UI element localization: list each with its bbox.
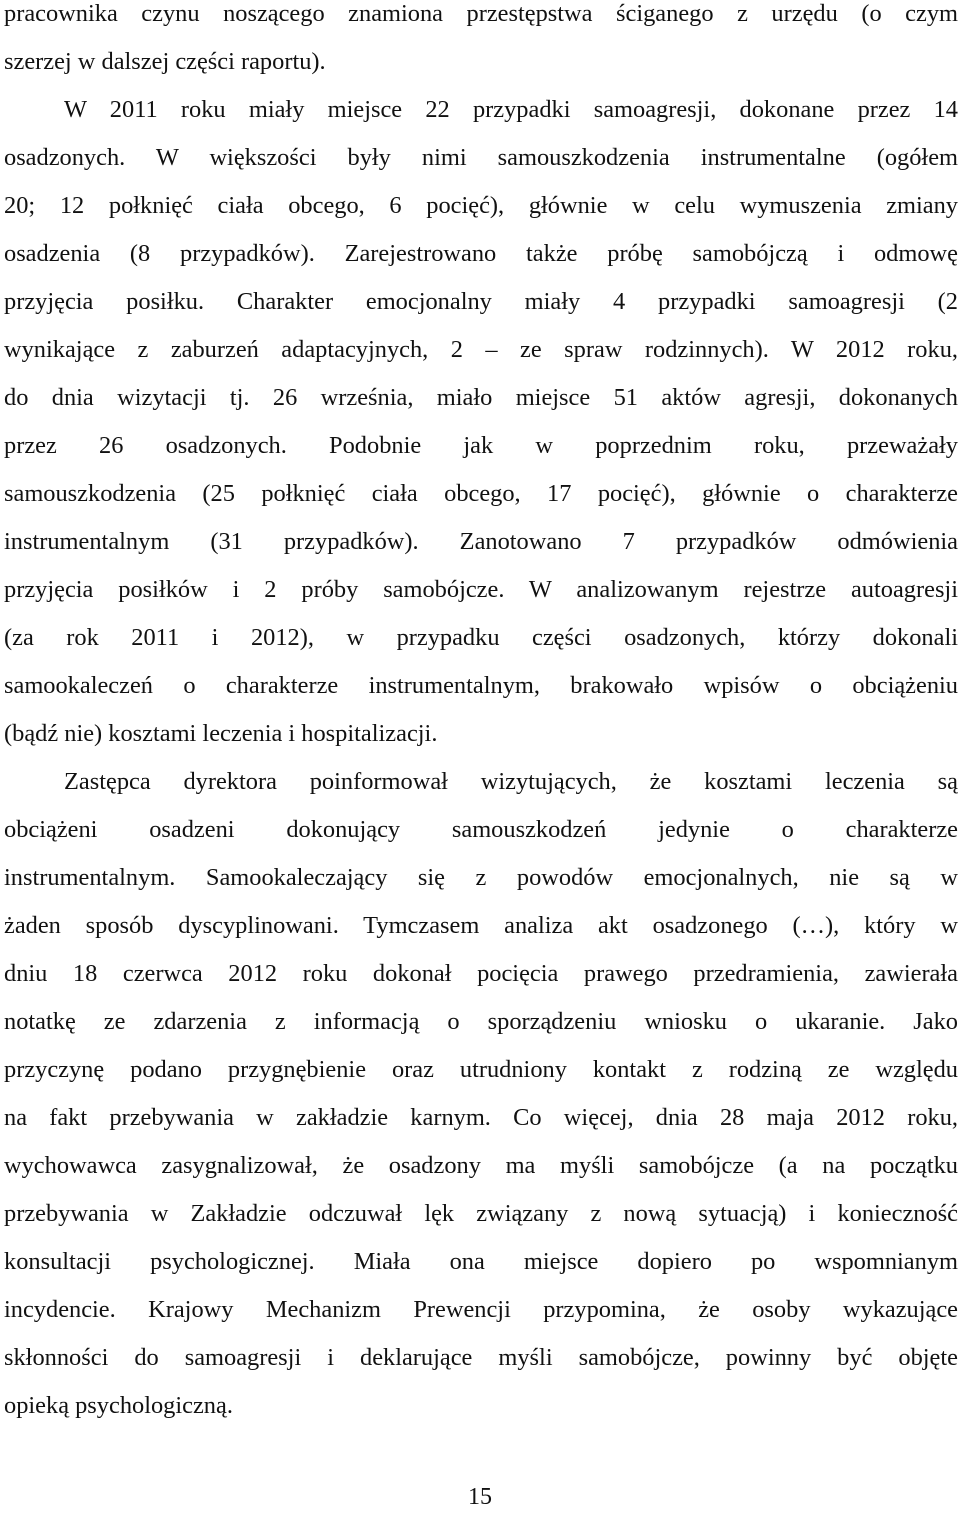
text-line: szerzej w dalszej części raportu). (4, 48, 326, 75)
text-line: opieką psychologiczną. (4, 1392, 233, 1419)
text-line: (bądź nie) kosztami leczenia i hospitalizacji. (4, 720, 438, 747)
text-line: Zastępca dyrektora poinformował wizytujących, że kosztami leczenia są (64, 768, 958, 795)
text-line: wynikające z zaburzeń adaptacyjnych, 2 – ze spraw rodzinnych). W 2012 roku, (4, 336, 958, 363)
text-line: konsultacji psychologicznej. Miała ona miejsce dopiero po wspomnianym (4, 1248, 958, 1275)
text-line: przyjęcia posiłków i 2 próby samobójcze. W analizowanym rejestrze autoagresji (4, 576, 958, 603)
text-line: dniu 18 czerwca 2012 roku dokonał pocięcia prawego przedramienia, zawierała (4, 960, 958, 987)
text-line: skłonności do samoagresji i deklarujące myśli samobójcze, powinny być objęte (4, 1344, 958, 1371)
text-line: W 2011 roku miały miejsce 22 przypadki samoagresji, dokonane przez 14 (64, 96, 958, 123)
text-line: obciążeni osadzeni dokonujący samouszkodzeń jedynie o charakterze (4, 816, 958, 843)
text-line: instrumentalnym (31 przypadków). Zanotowano 7 przypadków odmówienia (4, 528, 958, 555)
text-line: (za rok 2011 i 2012), w przypadku części osadzonych, którzy dokonali (4, 624, 958, 651)
text-line: instrumentalnym. Samookaleczający się z powodów emocjonalnych, nie są w (4, 864, 958, 891)
text-line: osadzonych. W większości były nimi samouszkodzenia instrumentalne (ogółem (4, 144, 958, 171)
text-line: przyjęcia posiłku. Charakter emocjonalny miały 4 przypadki samoagresji (2 (4, 288, 958, 315)
text-line: notatkę ze zdarzenia z informacją o sporządzeniu wniosku o ukaranie. Jako (4, 1008, 958, 1035)
page-number: 15 (468, 1484, 492, 1510)
text-line: 20; 12 połknięć ciała obcego, 6 pocięć), głównie w celu wymuszenia zmiany (4, 192, 958, 219)
text-line: żaden sposób dyscyplinowani. Tymczasem analiza akt osadzonego (…), który w (4, 912, 958, 939)
text-line: przebywania w Zakładzie odczuwał lęk związany z nową sytuacją) i konieczność (4, 1200, 958, 1227)
text-line: przez 26 osadzonych. Podobnie jak w poprzednim roku, przeważały (4, 432, 958, 459)
text-line: incydencie. Krajowy Mechanizm Prewencji przypomina, że osoby wykazujące (4, 1296, 958, 1323)
text-line: samookaleczeń o charakterze instrumentalnym, brakowało wpisów o obciążeniu (4, 672, 958, 699)
text-line: wychowawca zasygnalizował, że osadzony ma myśli samobójcze (a na początku (4, 1152, 958, 1179)
text-line: pracownika czynu noszącego znamiona przestępstwa ściganego z urzędu (o czym (4, 0, 958, 27)
text-line: samouszkodzenia (25 połknięć ciała obcego, 17 pocięć), głównie o charakterze (4, 480, 958, 507)
text-line: na fakt przebywania w zakładzie karnym. Co więcej, dnia 28 maja 2012 roku, (4, 1104, 958, 1131)
text-line: przyczynę podano przygnębienie oraz utrudniony kontakt z rodziną ze względu (4, 1056, 958, 1083)
text-line: osadzenia (8 przypadków). Zarejestrowano także próbę samobójczą i odmowę (4, 240, 958, 267)
text-line: do dnia wizytacji tj. 26 września, miało miejsce 51 aktów agresji, dokonanych (4, 384, 958, 411)
